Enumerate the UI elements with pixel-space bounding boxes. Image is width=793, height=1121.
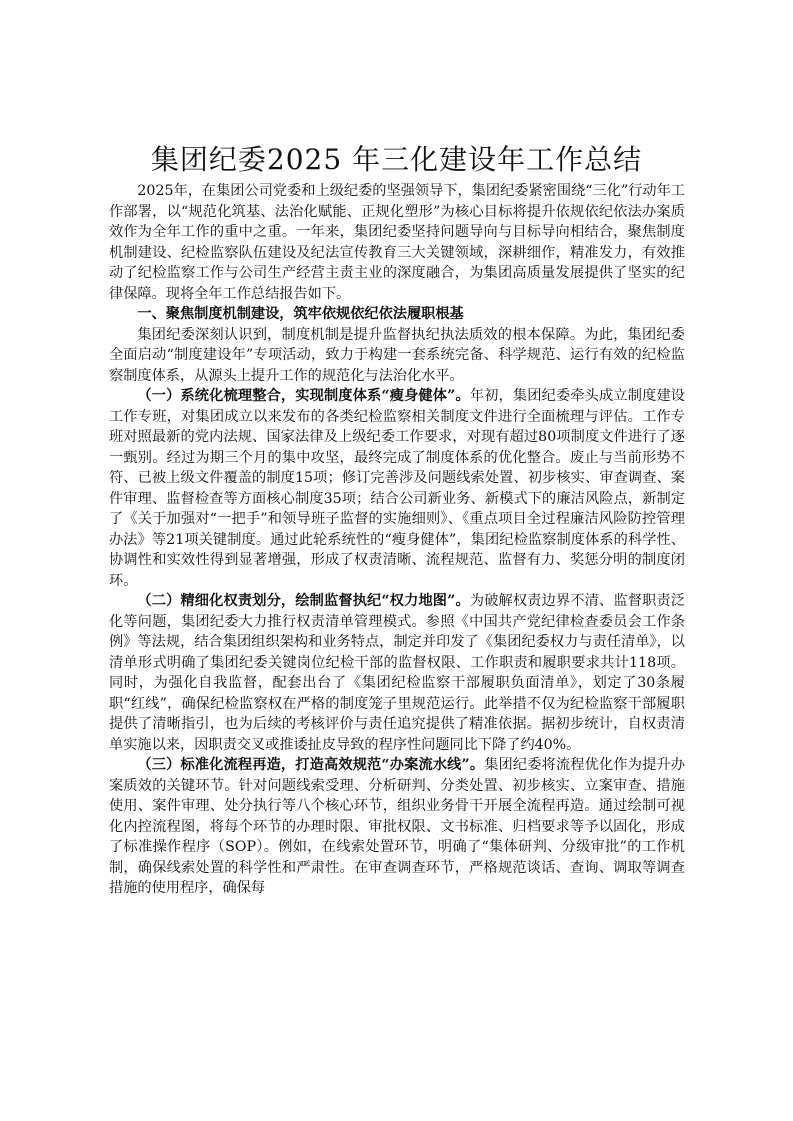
subsection-2-heading: （二）精细化权责划分，绘制监督执纪“权力地图”。 [137,593,470,609]
subsection-3-heading: （三）标准化流程再造，打造高效规范“办案流水线”。 [137,757,485,773]
section-1-intro-paragraph: 集团纪委深刻认识到，制度机制是提升监督执纪执法质效的根本保障。为此，集团纪委全面启动“制度建设年”专项活动，致力于构建一套系统完备、科学规范、运行有效的纪检监察制度体系，从源头上提升工作的规范化与法治化水平。 [109,326,685,384]
intro-paragraph: 2025年，在集团公司党委和上级纪委的坚强领导下，集团纪委紧密围绕“三化”行动年工作部署，以“规范化筑基、法治化赋能、正规化塑形”为核心目标将提升依规依纪依法办案质效作为全年工作的重中之重。一年来，集团纪委坚持问题导向与目标导向相结合，聚焦制度机制建设、纪检监察队伍建设及纪法宣传教育三大关键领域，深耕细作，精准发力，有效推动了纪检监察工作与公司生产经营主责主业的深度融合，为集团高质量发展提供了坚实的纪律保障。现将全年工作总结报告如下。 [109,183,685,302]
subsection-2-paragraph [109,591,685,755]
subsection-3-paragraph [109,755,685,899]
subsection-1-body: 年初，集团纪委牵头成立制度建设工作专班，对集团成立以来发布的各类纪检监察相关制度文件进行全面梳理与评估。工作专班对照最新的党内法规、国家法律及上级纪委工作要求，对现有超过80项制度文件进行了逐一甄别。经过为期三个月的集中攻坚，最终完成了制度体系的优化整合。废止与当前形势不符、已被上级文件覆盖的制度15项；修订完善涉及问题线索处置、初步核实、审查调查、案件审理、监督检查等方面核心制度35项；结合公司新业务、新模式下的廉洁风险点，新制定了《关于加强对“一把手”和领导班子监督的实施细则》、《重点项目全过程廉洁风险防控管理办法》等21项关键制度。通过此轮系统性的“瘦身健体”，集团纪检监察制度体系的科学性、协调性和实效性得到显著增强，形成了权责清晰、流程规范、监督有力、奖惩分明的制度闭环。 [109,388,685,589]
subsection-1-heading: （一）系统化梳理整合，实现制度体系“瘦身健体”。 [137,388,470,404]
subsection-1-paragraph [109,386,685,591]
document-title: 集团纪委2025 年三化建设年工作总结 [150,143,643,176]
subsection-3-body: 集团纪委将流程优化作为提升办案质效的关键环节。针对问题线索受理、分析研判、分类处置、初步核实、立案审查、措施使用、案件审理、处分执行等八个核心环节，组织业务骨干开展全流程再造。通过绘制可视化内控流程图，将每个环节的办理时限、审批权限、文书标准、归档要求等予以固化，形成了标准操作程序（SOP）。例如，在线索处置环节，明确了“集体研判、分级审批”的工作机制，确保线索处置的科学性和严肃性。在审查调查环节，严格规范谈话、查询、调取等调查措施的使用程序，确保每 [109,757,685,896]
subsection-2-body: 为破解权责边界不清、监督职责泛化等问题，集团纪委大力推行权责清单管理模式。参照《中国共产党纪律检查委员会工作条例》等法规，结合集团组织架构和业务特点，制定并印发了《集团纪委权力与责任清单》，以清单形式明确了集团纪委关键岗位纪检干部的监督权限、工作职责和履职要求共计118项。同时，为强化自我监督，配套出台了《集团纪检监察干部履职负面清单》，划定了30条履职“红线”，确保纪检监察权在严格的制度笼子里规范运行。此举措不仅为纪检监察干部履职提供了清晰指引，也为后续的考核评价与责任追究提供了精准依据。据初步统计，自权责清单实施以来，因职责交叉或推诿扯皮导致的程序性问题同比下降了约40%。 [109,593,685,753]
document-body [109,181,685,899]
section-1-heading: 一、聚焦制度机制建设，筑牢依规依纪依法履职根基 [137,306,464,322]
